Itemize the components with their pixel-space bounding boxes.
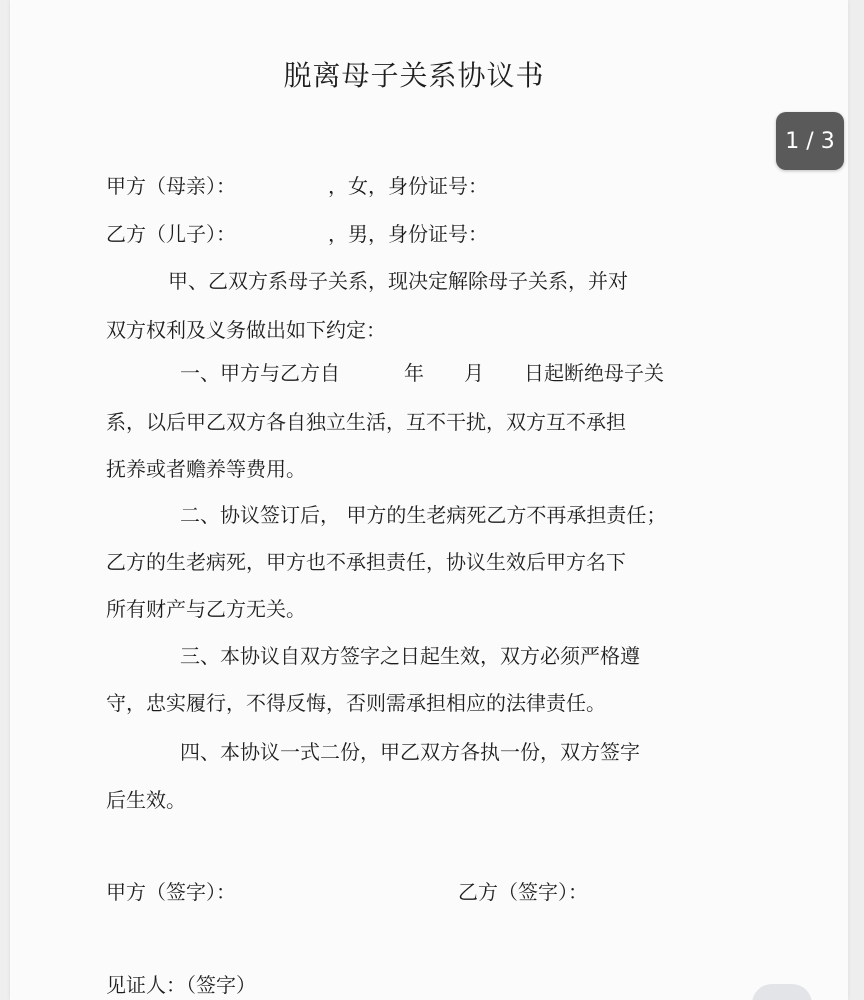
clause-1-year: 年 [404,361,424,385]
party-a-line [106,170,488,199]
clause-1-start: 一、甲方与乙方自 [180,361,340,385]
clause-1-line-3: 抚养或者赡养等费用。 [106,457,306,481]
intro-line-2: 双方权利及义务做出如下约定： [106,318,386,342]
clause-4-line-2: 后生效。 [106,788,186,812]
clause-2-line-2: 乙方的生老病死，甲方也不承担责任，协议生效后甲方名下 [106,550,626,574]
clause-1-month: 月 [464,361,484,385]
clause-4-line-1: 四、本协议一式二份，甲乙双方各执一份，双方签字 [180,740,640,764]
clause-2-line-1: 二、协议签订后， 甲方的生老病死乙方不再承担责任； [180,503,667,527]
signature-party-a: 甲方（签字）： [106,880,236,904]
document-page [10,0,848,1000]
clause-3-line-1: 三、本协议自双方签字之日起生效，双方必须严格遵 [180,644,640,668]
page-indicator: 1 / 3 [776,112,844,170]
clause-3-line-2: 守，忠实履行，不得反悔，否则需承担相应的法律责任。 [106,691,606,715]
party-b-suffix: ，男，身份证号： [328,222,488,246]
clause-1-line-1 [180,357,664,386]
clause-1-end: 日起断绝母子关 [524,361,664,385]
document-title: 脱离母子关系协议书 [283,59,545,92]
scroll-handle[interactable] [752,984,812,1000]
clause-1-line-2: 系，以后甲乙双方各自独立生活，互不干扰，双方互不承担 [106,410,626,434]
party-a-label: 甲方（母亲）： [106,174,236,198]
intro-line-1: 甲、乙双方系母子关系，现决定解除母子关系，并对 [168,269,628,293]
party-b-line [106,218,488,247]
party-a-suffix: ，女，身份证号： [328,174,488,198]
party-b-label: 乙方（儿子）： [106,222,236,246]
clause-2-line-3: 所有财产与乙方无关。 [106,597,306,621]
signature-party-b: 乙方（签字）： [458,880,588,904]
signature-witness: 见证人：（签字） [106,973,256,997]
